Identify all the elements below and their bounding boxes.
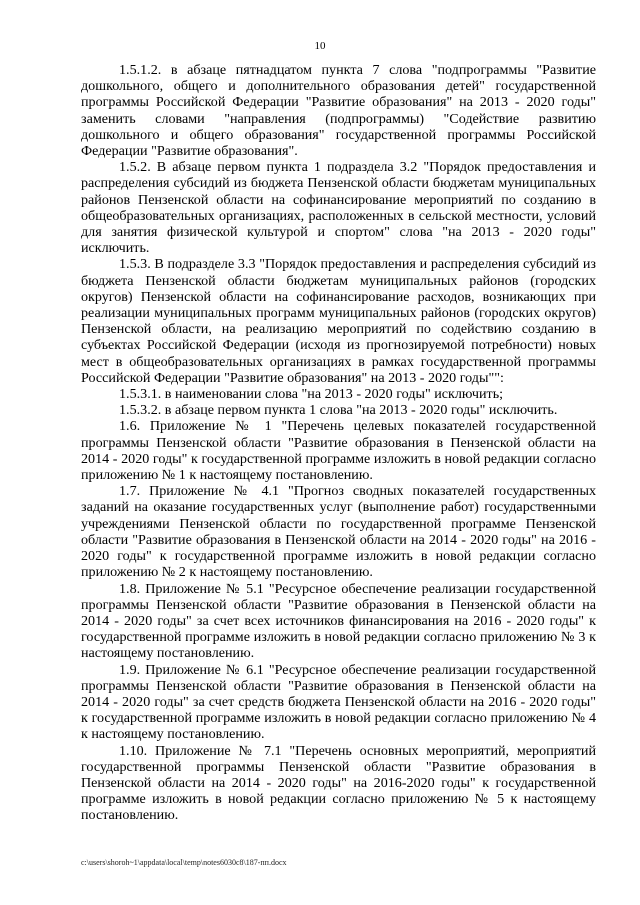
paragraph-1-8: 1.8. Приложение № 5.1 "Ресурсное обеспечение реализации государственной программы Пензенской области "Развитие образования в Пензенской области на 2014 - 2020 годы" за счет всех источников финансирования на 2016 - 2020 годы" к государственной программе изложить в новой редакции согласно приложению № 3 к настоящему постановлению. [81,580,596,662]
paragraph-1-5-3-2: 1.5.3.2. в абзаце первом пункта 1 слова "на 2013 - 2020 годы" исключить. [119,402,558,419]
paragraph-1-6: 1.6. Приложение № 1 "Перечень целевых показателей государственной программы Пензенской области "Развитие образования в Пензенской области на 2014 - 2020 годы" к государственной программе изложить в новой редакции согласно приложению № 1 к настоящему постановлению. [81,418,596,484]
paragraph-1-9: 1.9. Приложение № 6.1 "Ресурсное обеспечение реализации государственной программы Пензенской области "Развитие образования в Пензенской области на 2014 - 2020 годы" за счет средств бюджета Пензенской области на 2016 - 2020 годы" к государственной программе изложить в новой редакции согласно приложению № 4 к настоящему постановлению. [81,661,596,743]
paragraph-1-5-2: 1.5.2. В абзаце первом пункта 1 подраздела 3.2 "Порядок предоставления и распределения субсидий из бюджета Пензенской области бюджетам муниципальных районов Пензенской области на софинансирование мероприятий по созданию в общеобразовательных организациях, расположенных в сельской местности, условий для занятия физической культурой и спортом" слова "на 2013 - 2020 годы" исключить. [81,159,596,257]
page-number: 10 [314,40,326,52]
paragraph-1-7: 1.7. Приложение № 4.1 "Прогноз сводных показателей государственных заданий на оказание государственных услуг (выполнение работ) государственными учреждениями Пензенской области по государственной программе Пензенской области "Развитие образования в Пензенской области на 2014 - 2020 годы" на 2016 - 2020 годы" к государственной программе изложить в новой редакции согласно приложению № 2 к настоящему постановлению. [81,483,596,581]
footer-file-path: c:\users\shoroh~1\appdata\local\temp\notes6030c8\187-пп.docx [81,858,287,867]
paragraph-1-5-1-2: 1.5.1.2. в абзаце пятнадцатом пункта 7 слова "подпрограммы "Развитие дошкольного, общего и дополнительного образования детей" государственной программы Российской Федерации "Развитие образования" на 2013 - 2020 годы" заменить словами "направления (подпрограммы) "Содействие развитию дошкольного и общего образования" государственной программы Российской Федерации "Развитие образования". [81,62,596,160]
paragraph-1-10: 1.10. Приложение № 7.1 "Перечень основных мероприятий, мероприятий государственной программы Пензенской области "Развитие образования в Пензенской области на 2014 - 2020 годы" на 2016-2020 годы" к государственной программе изложить в новой редакции согласно приложению № 5 к настоящему постановлению. [81,742,596,824]
paragraph-1-5-3-1: 1.5.3.1. в наименовании слова "на 2013 - 2020 годы" исключить; [119,386,504,403]
document-body [81,62,596,824]
paragraph-1-5-3: 1.5.3. В подразделе 3.3 "Порядок предоставления и распределения субсидий из бюджета Пензенской области бюджетам муниципальных районов (городских округов) Пензенской области на софинансирование расходов, возникающих при реализации муниципальных программ муниципальных районов (городских округов) Пензенской области, на реализацию мероприятий по содействию созданию в субъектах Российской Федерации (исходя из прогнозируемой потребности) новых мест в общеобразовательных организациях в рамках государственной программы Российской Федерации "Развитие образования" на 2013 - 2020 годы"": [81,256,596,386]
